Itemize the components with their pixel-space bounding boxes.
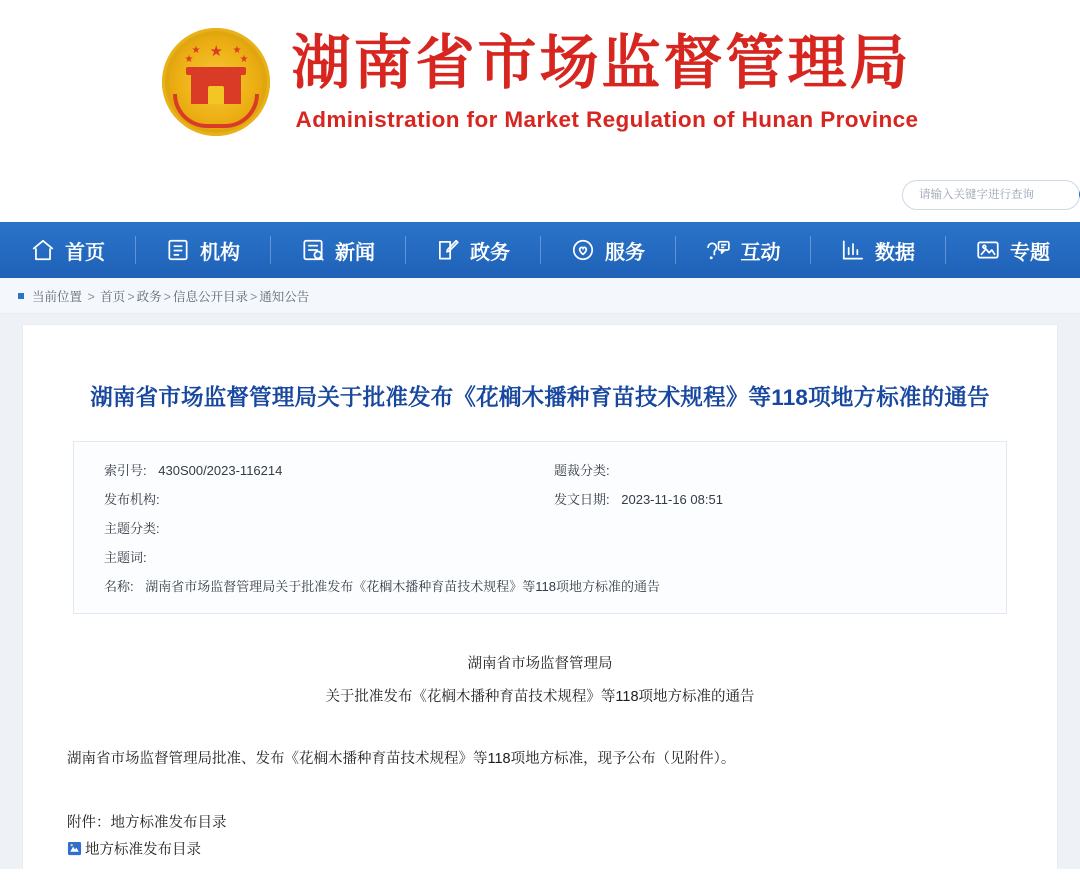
site-header <box>0 0 1080 222</box>
nav-item-news[interactable] <box>270 222 405 278</box>
meta-name-label: 名称: <box>104 578 134 594</box>
site-title-en: Administration for Market Regulation of Hunan Province <box>295 107 919 133</box>
nav-label: 机构 <box>200 241 240 264</box>
site-title-block <box>292 31 919 134</box>
service-heart-icon <box>570 237 596 263</box>
nav-item-interaction[interactable] <box>675 222 810 278</box>
breadcrumb-prefix: 当前位置 <box>32 289 83 304</box>
breadcrumb-item-notices[interactable]: 通知公告 <box>259 289 310 304</box>
search-icon[interactable] <box>1075 184 1080 206</box>
meta-date-value: 2023-11-16 08:51 <box>621 491 723 507</box>
file-icon <box>67 841 82 856</box>
nav-label: 政务 <box>470 241 510 264</box>
meta-date <box>554 489 976 508</box>
meta-genre-label: 题裁分类: <box>554 462 610 478</box>
article-paper <box>22 324 1058 869</box>
meta-keywords-label: 主题词: <box>104 549 147 565</box>
edit-document-icon <box>435 237 461 263</box>
nav-item-data[interactable] <box>810 222 945 278</box>
nav-label: 数据 <box>875 241 915 264</box>
meta-publisher-label: 发布机构: <box>104 491 160 507</box>
meta-subject-label: 主题分类: <box>104 520 160 536</box>
document-heading-line1: 湖南省市场监督管理局 <box>467 655 613 672</box>
nav-item-service[interactable] <box>540 222 675 278</box>
attachment-label: 附件：地方标准发布目录 <box>67 814 227 831</box>
nav-label: 专题 <box>1010 241 1050 264</box>
meta-keywords <box>104 547 976 566</box>
meta-name <box>104 576 976 595</box>
breadcrumb-separator: > <box>127 289 135 304</box>
news-icon <box>300 237 326 263</box>
bullet-square-icon <box>18 293 24 299</box>
meta-subject <box>104 518 976 537</box>
interaction-icon <box>705 237 732 263</box>
content-area <box>0 314 1080 869</box>
page-title: 湖南省市场监督管理局关于批准发布《花榈木播种育苗技术规程》等118项地方标准的通告 <box>90 385 990 410</box>
search-input[interactable] <box>917 188 1075 202</box>
attachment-row[interactable] <box>67 838 1013 859</box>
meta-date-label: 发文日期: <box>554 491 610 507</box>
image-icon <box>975 237 1001 263</box>
document-heading-line2: 关于批准发布《花榈木播种育苗技术规程》等118项地方标准的通告 <box>325 689 755 706</box>
meta-index <box>104 460 554 479</box>
nav-item-topics[interactable] <box>945 222 1080 278</box>
meta-genre <box>554 460 976 479</box>
meta-publisher <box>104 489 554 508</box>
nav-item-government-affairs[interactable] <box>405 222 540 278</box>
nav-item-home[interactable] <box>0 222 135 278</box>
header-brand <box>0 0 1080 136</box>
document-metadata <box>73 441 1007 614</box>
breadcrumb-separator: > <box>163 289 171 304</box>
nav-label: 互动 <box>740 241 781 264</box>
bar-chart-icon <box>840 237 866 263</box>
search-box[interactable] <box>902 180 1080 210</box>
meta-name-value: 湖南省市场监督管理局关于批准发布《花榈木播种育苗技术规程》等118项地方标准的通告 <box>145 578 660 594</box>
breadcrumb-item-disclosure-catalog[interactable]: 信息公开目录 <box>172 289 248 304</box>
breadcrumb <box>0 278 1080 314</box>
breadcrumb-item-government-affairs[interactable]: 政务 <box>136 289 162 304</box>
site-title-cn: 湖南省市场监督管理局 <box>291 29 912 96</box>
home-icon <box>30 237 56 263</box>
meta-index-value: 430S00/2023-116214 <box>158 462 283 478</box>
nav-label: 新闻 <box>335 241 375 264</box>
main-nav[interactable] <box>0 222 1080 278</box>
breadcrumb-item-home[interactable]: 首页 <box>100 289 126 304</box>
nav-label: 服务 <box>605 241 645 264</box>
nav-item-organization[interactable] <box>135 222 270 278</box>
meta-index-label: 索引号: <box>104 462 147 478</box>
building-icon <box>165 237 191 263</box>
document-paragraph: 湖南省市场监督管理局批准、发布《花榈木播种育苗技术规程》等118项地方标准，现予公布（见附件）。 <box>67 751 736 768</box>
attachment-link[interactable]: 地方标准发布目录 <box>85 841 201 858</box>
nav-label: 首页 <box>65 241 105 264</box>
national-emblem-icon: ★ ★ ★ ★ ★ <box>162 28 270 136</box>
breadcrumb-separator: > <box>249 289 258 304</box>
breadcrumb-separator: > <box>87 289 95 304</box>
